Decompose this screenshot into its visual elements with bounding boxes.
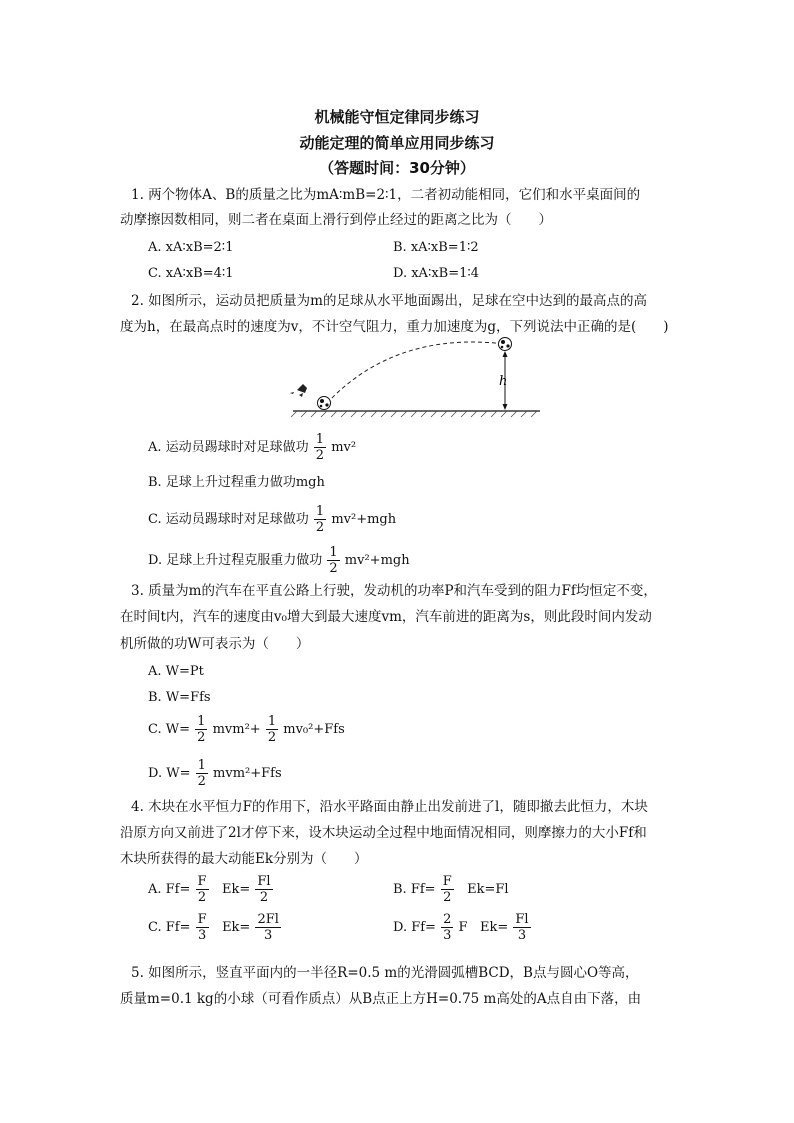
q3-line2: 在时间t内，汽车的速度由v₀增大到最大速度vm，汽车前进的距离为s，则此段时间内发动 bbox=[120, 609, 652, 625]
q4-option-d: D. Ff= $\frac{2}{3}$ F Ek= $\frac{Fl}{3}$ bbox=[393, 912, 529, 943]
q3-option-a: A. W=Pt bbox=[148, 664, 204, 679]
q2-figure bbox=[285, 333, 545, 427]
ball-start-icon bbox=[318, 397, 331, 410]
title-time: （答题时间：30分钟） bbox=[319, 159, 475, 177]
q2-option-b: B. 足球上升过程重力做功mgh bbox=[148, 475, 325, 490]
q5-line2: 质量m=0.1 kg的小球（可看作质点）从B点正上方H=0.75 m高处的A点自由下落，由 bbox=[120, 991, 642, 1007]
q4-option-a: A. Ff= $\frac{F}{2}$ Ek= $\frac{Fl}{2}$ bbox=[148, 874, 271, 905]
title-main: 机械能守恒定律同步练习 bbox=[314, 108, 480, 126]
q1-line1: 1. 两个物体A、B的质量之比为mA∶mB=2∶1，二者初动能相同，它们和水平桌面间的 bbox=[131, 187, 641, 203]
ground-hatching bbox=[291, 411, 537, 417]
q4-option-c: C. Ff= $\frac{F}{3}$ Ek= $\frac{2Fl}{3}$ bbox=[148, 912, 279, 943]
q3-option-c: C. W= $\frac{1}{2}$ mvm²+ $\frac{1}{2}$ mv₀²+Ffs bbox=[148, 714, 345, 745]
soccer-figure-svg bbox=[285, 333, 545, 423]
q1-option-a: A. xA∶xB=2∶1 bbox=[148, 240, 234, 255]
q2-line2: 度为h，在最高点时的速度为v，不计空气阻力，重力加速度为g，下列说法中正确的是( ) bbox=[120, 319, 669, 335]
q1-option-b: B. xA∶xB=1∶2 bbox=[393, 240, 479, 255]
height-label: h bbox=[499, 374, 508, 389]
q1-option-c: C. xA∶xB=4∶1 bbox=[148, 266, 234, 281]
q1-option-d: D. xA∶xB=1∶4 bbox=[393, 266, 480, 281]
q4-line2: 沿原方向又前进了2l才停下来，设木块运动全过程中地面情况相同，则摩擦力的大小Ff和 bbox=[120, 825, 647, 841]
q2-option-c: C. 运动员踢球时对足球做功 $\frac{1}{2}$ mv²+mgh bbox=[148, 504, 397, 535]
trajectory-path bbox=[327, 342, 508, 403]
q3-line1: 3. 质量为m的汽车在平直公路上行驶，发动机的功率P和汽车受到的阻力Ff均恒定不变， bbox=[131, 583, 657, 599]
q1-line2: 动摩擦因数相同，则二者在桌面上滑行到停止经过的距离之比为（ ） bbox=[120, 212, 552, 228]
q3-line3: 机所做的功W可表示为（ ） bbox=[120, 636, 310, 652]
q2-option-d: D. 足球上升过程克服重力做功 $\frac{1}{2}$ mv²+mgh bbox=[148, 545, 410, 576]
q2-option-a: A. 运动员踢球时对足球做功 $\frac{1}{2}$ mv² bbox=[148, 432, 357, 463]
q2-line1: 2. 如图所示，运动员把质量为m的足球从水平地面踢出，足球在空中达到的最高点的高 bbox=[131, 293, 647, 309]
q4-option-b: B. Ff= $\frac{F}{2}$ Ek=Fl bbox=[393, 874, 509, 905]
kicker-figure bbox=[290, 384, 307, 397]
ball-top-icon bbox=[499, 338, 512, 351]
q3-option-b: B. W=Ffs bbox=[148, 690, 211, 705]
q4-line1: 4. 木块在水平恒力F的作用下，沿水平路面由静止出发前进了l，随即撤去此恒力，木块 bbox=[131, 799, 648, 815]
q4-line3: 木块所获得的最大动能Ek分别为（ ） bbox=[120, 851, 368, 867]
title-sub: 动能定理的简单应用同步练习 bbox=[299, 134, 495, 152]
q3-option-d: D. W= $\frac{1}{2}$ mvm²+Ffs bbox=[148, 758, 282, 789]
q5-line1: 5. 如图所示，竖直平面内的一半径R=0.5 m的光滑圆弧槽BCD，B点与圆心O等高， bbox=[131, 965, 639, 981]
